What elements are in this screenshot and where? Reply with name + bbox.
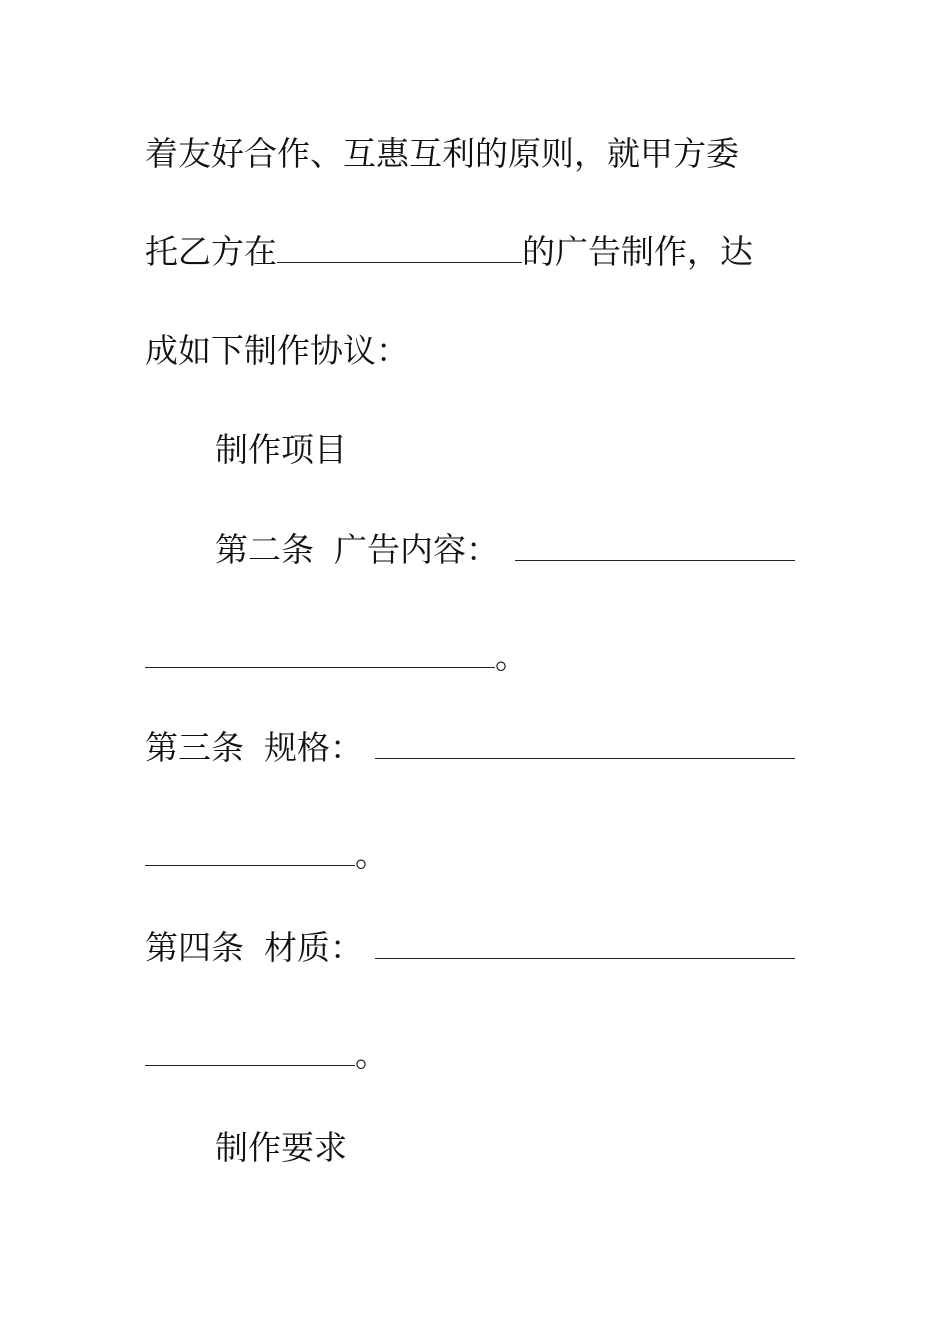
text-line-2b: 的广告制作，达 [522,232,753,271]
text-line-3: 成如下制作协议： [145,331,409,370]
heading-production-requirements [215,1128,795,1168]
article-4-title: 材质： [264,928,363,967]
paragraph-line-1 [145,134,795,174]
article-2 [215,530,795,570]
blank-material-field-2[interactable] [145,1035,355,1066]
heading-requirements-text: 制作要求 [215,1128,347,1167]
article-4 [145,928,795,968]
blank-material-field-1[interactable] [375,928,795,959]
article-3-end: 。 [355,835,388,874]
blank-ad-content-field-2[interactable] [145,637,495,668]
blank-ad-content-field-1[interactable] [515,530,795,561]
heading-production-items [215,430,795,470]
article-4-end: 。 [355,1035,388,1074]
blank-spec-field-2[interactable] [145,835,355,866]
paragraph-line-3 [145,331,795,371]
article-3-label: 第三条 [145,728,244,767]
article-3-title: 规格： [264,728,363,767]
blank-spec-field-1[interactable] [375,728,795,759]
heading-project-text: 制作项目 [215,430,347,469]
blank-location-field[interactable] [277,232,522,263]
article-3-continuation [145,835,795,875]
article-2-label: 第二条 [215,530,314,569]
article-3 [145,728,795,768]
article-2-end: 。 [495,637,528,676]
article-2-continuation [145,637,795,677]
text-line-2a: 托乙方在 [145,232,277,271]
paragraph-line-2 [145,232,795,272]
article-2-title: 广告内容： [334,530,499,569]
article-4-continuation [145,1035,795,1075]
article-4-label: 第四条 [145,928,244,967]
text-line-1: 着友好合作、互惠互利的原则，就甲方委 [145,134,739,173]
